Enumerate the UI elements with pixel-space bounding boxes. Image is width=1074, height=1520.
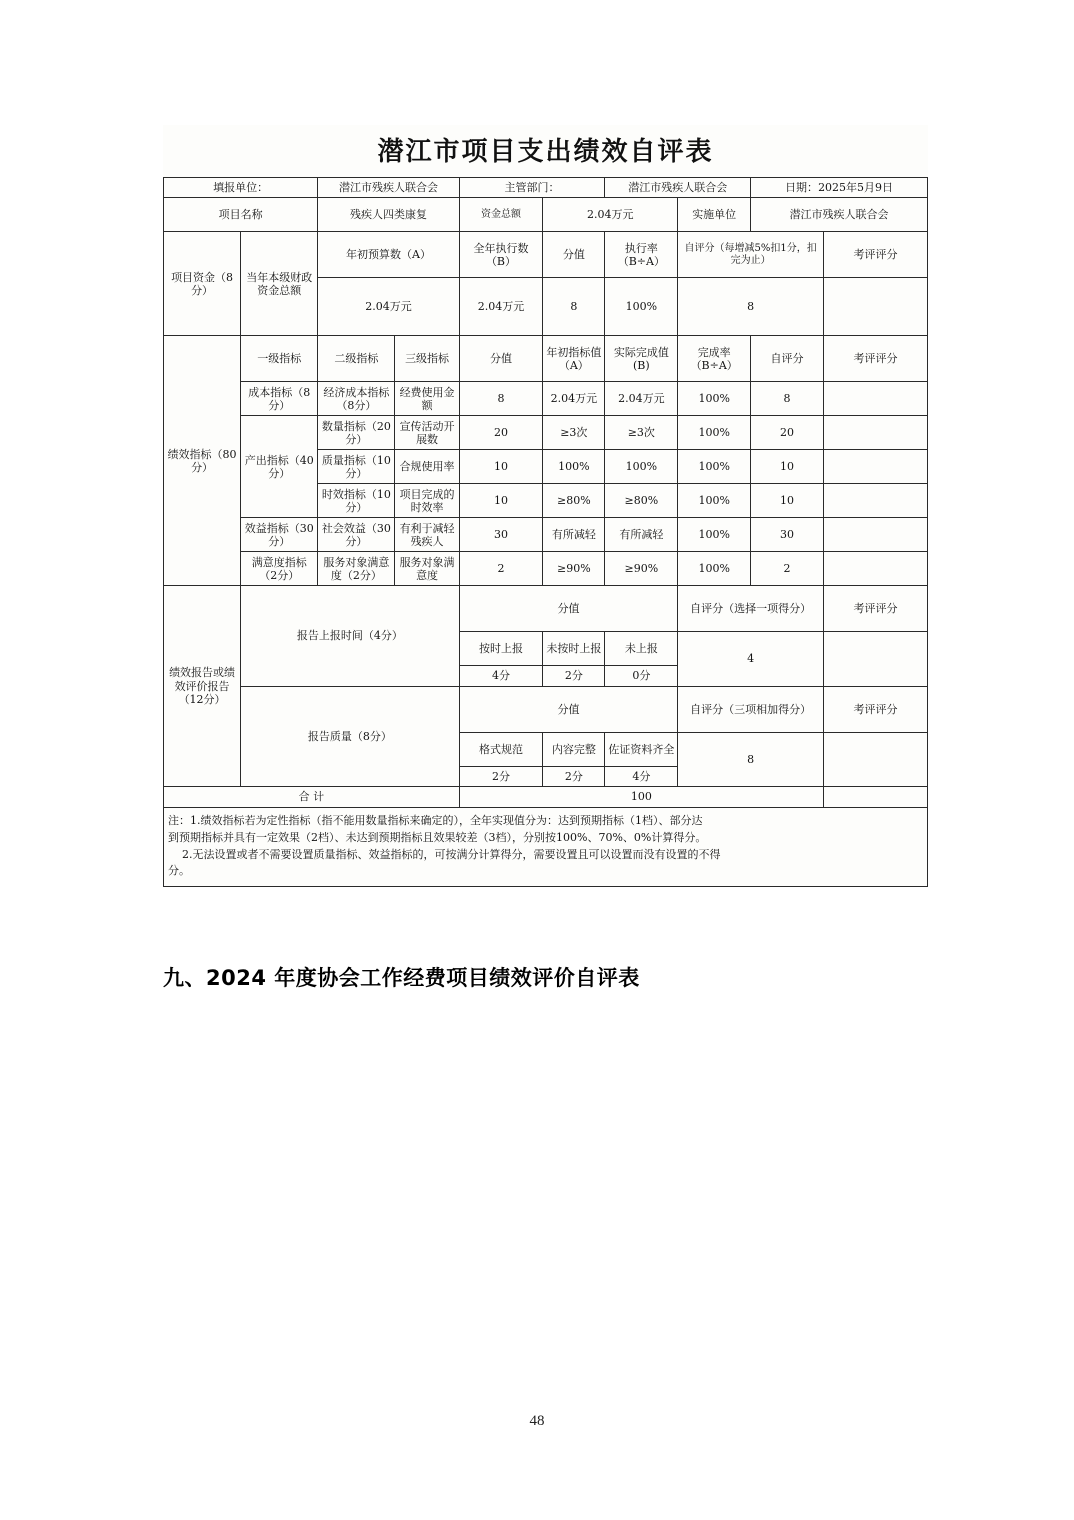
indicator-head-lv1: 一级指标 [241,336,318,382]
form-table [163,177,928,808]
indicator-lv3: 合规使用率 [395,450,459,484]
funds-header-row [164,232,928,278]
indicator-section-label: 绩效指标（80分） [164,336,241,586]
indicator-target: ≥80% [543,484,605,518]
funds-budget-value: 2.04万元 [318,278,459,336]
indicator-actual: 2.04万元 [605,382,678,416]
impl-unit-label: 实施单位 [678,198,751,232]
indicator-score: 2 [459,552,543,586]
indicator-rate: 100% [678,416,751,450]
report-quality-self-header: 自评分（三项相加得分） [678,686,824,732]
performance-self-evaluation-form [163,125,928,887]
indicator-score: 20 [459,416,543,450]
indicator-review [823,484,927,518]
report-quality-header-row [164,686,928,732]
indicator-rate: 100% [678,450,751,484]
report-submit-value-ontime: 4分 [459,666,543,686]
funds-head-rate: 执行率（B÷A） [605,232,678,278]
indicator-lv3: 有利于减轻残疾人 [395,518,459,552]
funds-score-value: 8 [543,278,605,336]
indicator-target: ≥3次 [543,416,605,450]
report-quality-option-evidence: 佐证资料齐全 [605,732,678,766]
impl-unit-value: 潜江市残疾人联合会 [751,198,928,232]
funds-head-budget: 年初预算数（A） [318,232,459,278]
indicator-target: 有所减轻 [543,518,605,552]
filler-value: 潜江市残疾人联合会 [318,178,459,198]
funds-section-label: 项目资金（8分） [164,232,241,336]
form-title: 潜江市项目支出绩效自评表 [377,137,714,167]
indicator-self: 10 [751,484,824,518]
indicator-rate: 100% [678,382,751,416]
funds-exec-value: 2.04万元 [459,278,543,336]
report-submit-score-header: 分值 [459,586,678,632]
indicator-header-row [164,336,928,382]
report-submit-label: 报告上报时间（4分） [241,586,460,686]
indicator-lv3: 宣传活动开展数 [395,416,459,450]
indicator-self: 30 [751,518,824,552]
indicator-score: 8 [459,382,543,416]
indicator-rate: 100% [678,484,751,518]
indicator-lv1: 产出指标（40分） [241,416,318,518]
indicator-actual: 有所减轻 [605,518,678,552]
report-submit-option-none: 未上报 [605,632,678,666]
indicator-self: 20 [751,416,824,450]
indicator-lv1: 满意度指标（2分） [241,552,318,586]
table-row [164,518,928,552]
indicator-head-lv3: 三级指标 [395,336,459,382]
page-number: 48 [529,1413,545,1429]
indicator-target: 100% [543,450,605,484]
indicator-lv2: 服务对象满意度（2分） [318,552,395,586]
indicator-lv2: 数量指标（20分） [318,416,395,450]
section-heading: 九、2024 年度协会工作经费项目绩效评价自评表 [163,966,640,990]
meta-row [164,178,928,198]
report-submit-review-value [823,632,927,686]
indicator-actual: ≥3次 [605,416,678,450]
funds-sub-label: 当年本级财政资金总额 [241,232,318,336]
funds-rate-value: 100% [605,278,678,336]
report-quality-value-evidence: 4分 [605,766,678,786]
date-label: 日期： [785,181,819,194]
indicator-actual: ≥80% [605,484,678,518]
report-quality-label: 报告质量（8分） [241,686,460,786]
indicator-head-score: 分值 [459,336,543,382]
indicator-review [823,416,927,450]
indicator-lv3: 服务对象满意度 [395,552,459,586]
indicator-target: 2.04万元 [543,382,605,416]
indicator-lv2: 质量指标（10分） [318,450,395,484]
report-quality-option-content: 内容完整 [543,732,605,766]
note-line-2: 到预期指标并具有一定效果（2档）、未达到预期指标且效果较差（3档），分别按100%、70%、0%计算得分。 [168,830,707,844]
report-quality-review-header: 考评评分 [823,686,927,732]
report-submit-value-late: 2分 [543,666,605,686]
indicator-lv2: 经济成本指标（8分） [318,382,395,416]
total-row [164,787,928,807]
indicator-rate: 100% [678,552,751,586]
report-submit-header-row [164,586,928,632]
indicator-lv3: 经费使用金额 [395,382,459,416]
indicator-score: 10 [459,484,543,518]
note-line-1: 注：1.绩效指标若为定性指标（指不能用数量指标来确定的），全年实现值分为：达到预期指标（1档）、部分达 [168,813,703,827]
indicator-target: ≥90% [543,552,605,586]
report-section-label: 绩效报告或绩效评价报告（12分） [164,586,241,787]
total-review [823,787,927,807]
report-quality-review-value [823,732,927,786]
report-quality-score-header: 分值 [459,686,678,732]
project-name-value: 残疾人四类康复 [318,198,459,232]
report-submit-option-ontime: 按时上报 [459,632,543,666]
report-submit-value-none: 0分 [605,666,678,686]
report-quality-value-content: 2分 [543,766,605,786]
indicator-review [823,518,927,552]
total-value: 100 [459,787,823,807]
indicator-self: 2 [751,552,824,586]
indicator-head-review: 考评评分 [823,336,927,382]
project-row [164,198,928,232]
indicator-self: 8 [751,382,824,416]
report-submit-review-header: 考评评分 [823,586,927,632]
funds-review-value [823,278,927,336]
filler-label: 填报单位： [164,178,318,198]
indicator-head-target: 年初指标值（A） [543,336,605,382]
funds-self-value: 8 [678,278,824,336]
indicator-review [823,552,927,586]
indicator-head-actual: 实际完成值(B) [605,336,678,382]
indicator-head-rate: 完成率（B÷A） [678,336,751,382]
report-quality-option-format: 格式规范 [459,732,543,766]
indicator-head-self: 自评分 [751,336,824,382]
indicator-review [823,382,927,416]
report-quality-self-value: 8 [678,732,824,786]
indicator-lv1: 效益指标（30分） [241,518,318,552]
funds-head-review: 考评评分 [823,232,927,278]
indicator-actual: ≥90% [605,552,678,586]
form-notes [163,808,928,888]
date-value [751,178,928,198]
report-submit-self-header: 自评分（选择一项得分） [678,586,824,632]
table-row [164,552,928,586]
indicator-review [823,450,927,484]
note-line-3: 2.无法设置或者不需要设置质量指标、效益指标的，可按满分计算得分，需要设置且可以设置而没有设置的不得 [182,847,721,861]
report-quality-value-format: 2分 [459,766,543,786]
indicator-self: 10 [751,450,824,484]
indicator-score: 10 [459,450,543,484]
indicator-lv3: 项目完成的时效率 [395,484,459,518]
report-submit-self-value: 4 [678,632,824,686]
fund-total-value: 2.04万元 [543,198,678,232]
project-name-label: 项目名称 [164,198,318,232]
indicator-score: 30 [459,518,543,552]
dept-value: 潜江市残疾人联合会 [605,178,751,198]
report-submit-option-late: 未按时上报 [543,632,605,666]
dept-label: 主管部门： [459,178,605,198]
indicator-lv2: 社会效益（30分） [318,518,395,552]
indicator-lv2: 时效指标（10分） [318,484,395,518]
total-label: 合 计 [164,787,460,807]
indicator-actual: 100% [605,450,678,484]
date-text: 2025年5月9日 [818,181,894,194]
funds-head-exec: 全年执行数（B） [459,232,543,278]
table-row [164,382,928,416]
fund-total-label: 资金总额 [459,198,543,232]
note-line-4: 分。 [168,864,190,878]
indicator-rate: 100% [678,518,751,552]
table-row [164,416,928,450]
indicator-head-lv2: 二级指标 [318,336,395,382]
indicator-lv1: 成本指标（8分） [241,382,318,416]
funds-head-self: 自评分（每增减5%扣1分，扣完为止） [678,232,824,278]
funds-head-score: 分值 [543,232,605,278]
